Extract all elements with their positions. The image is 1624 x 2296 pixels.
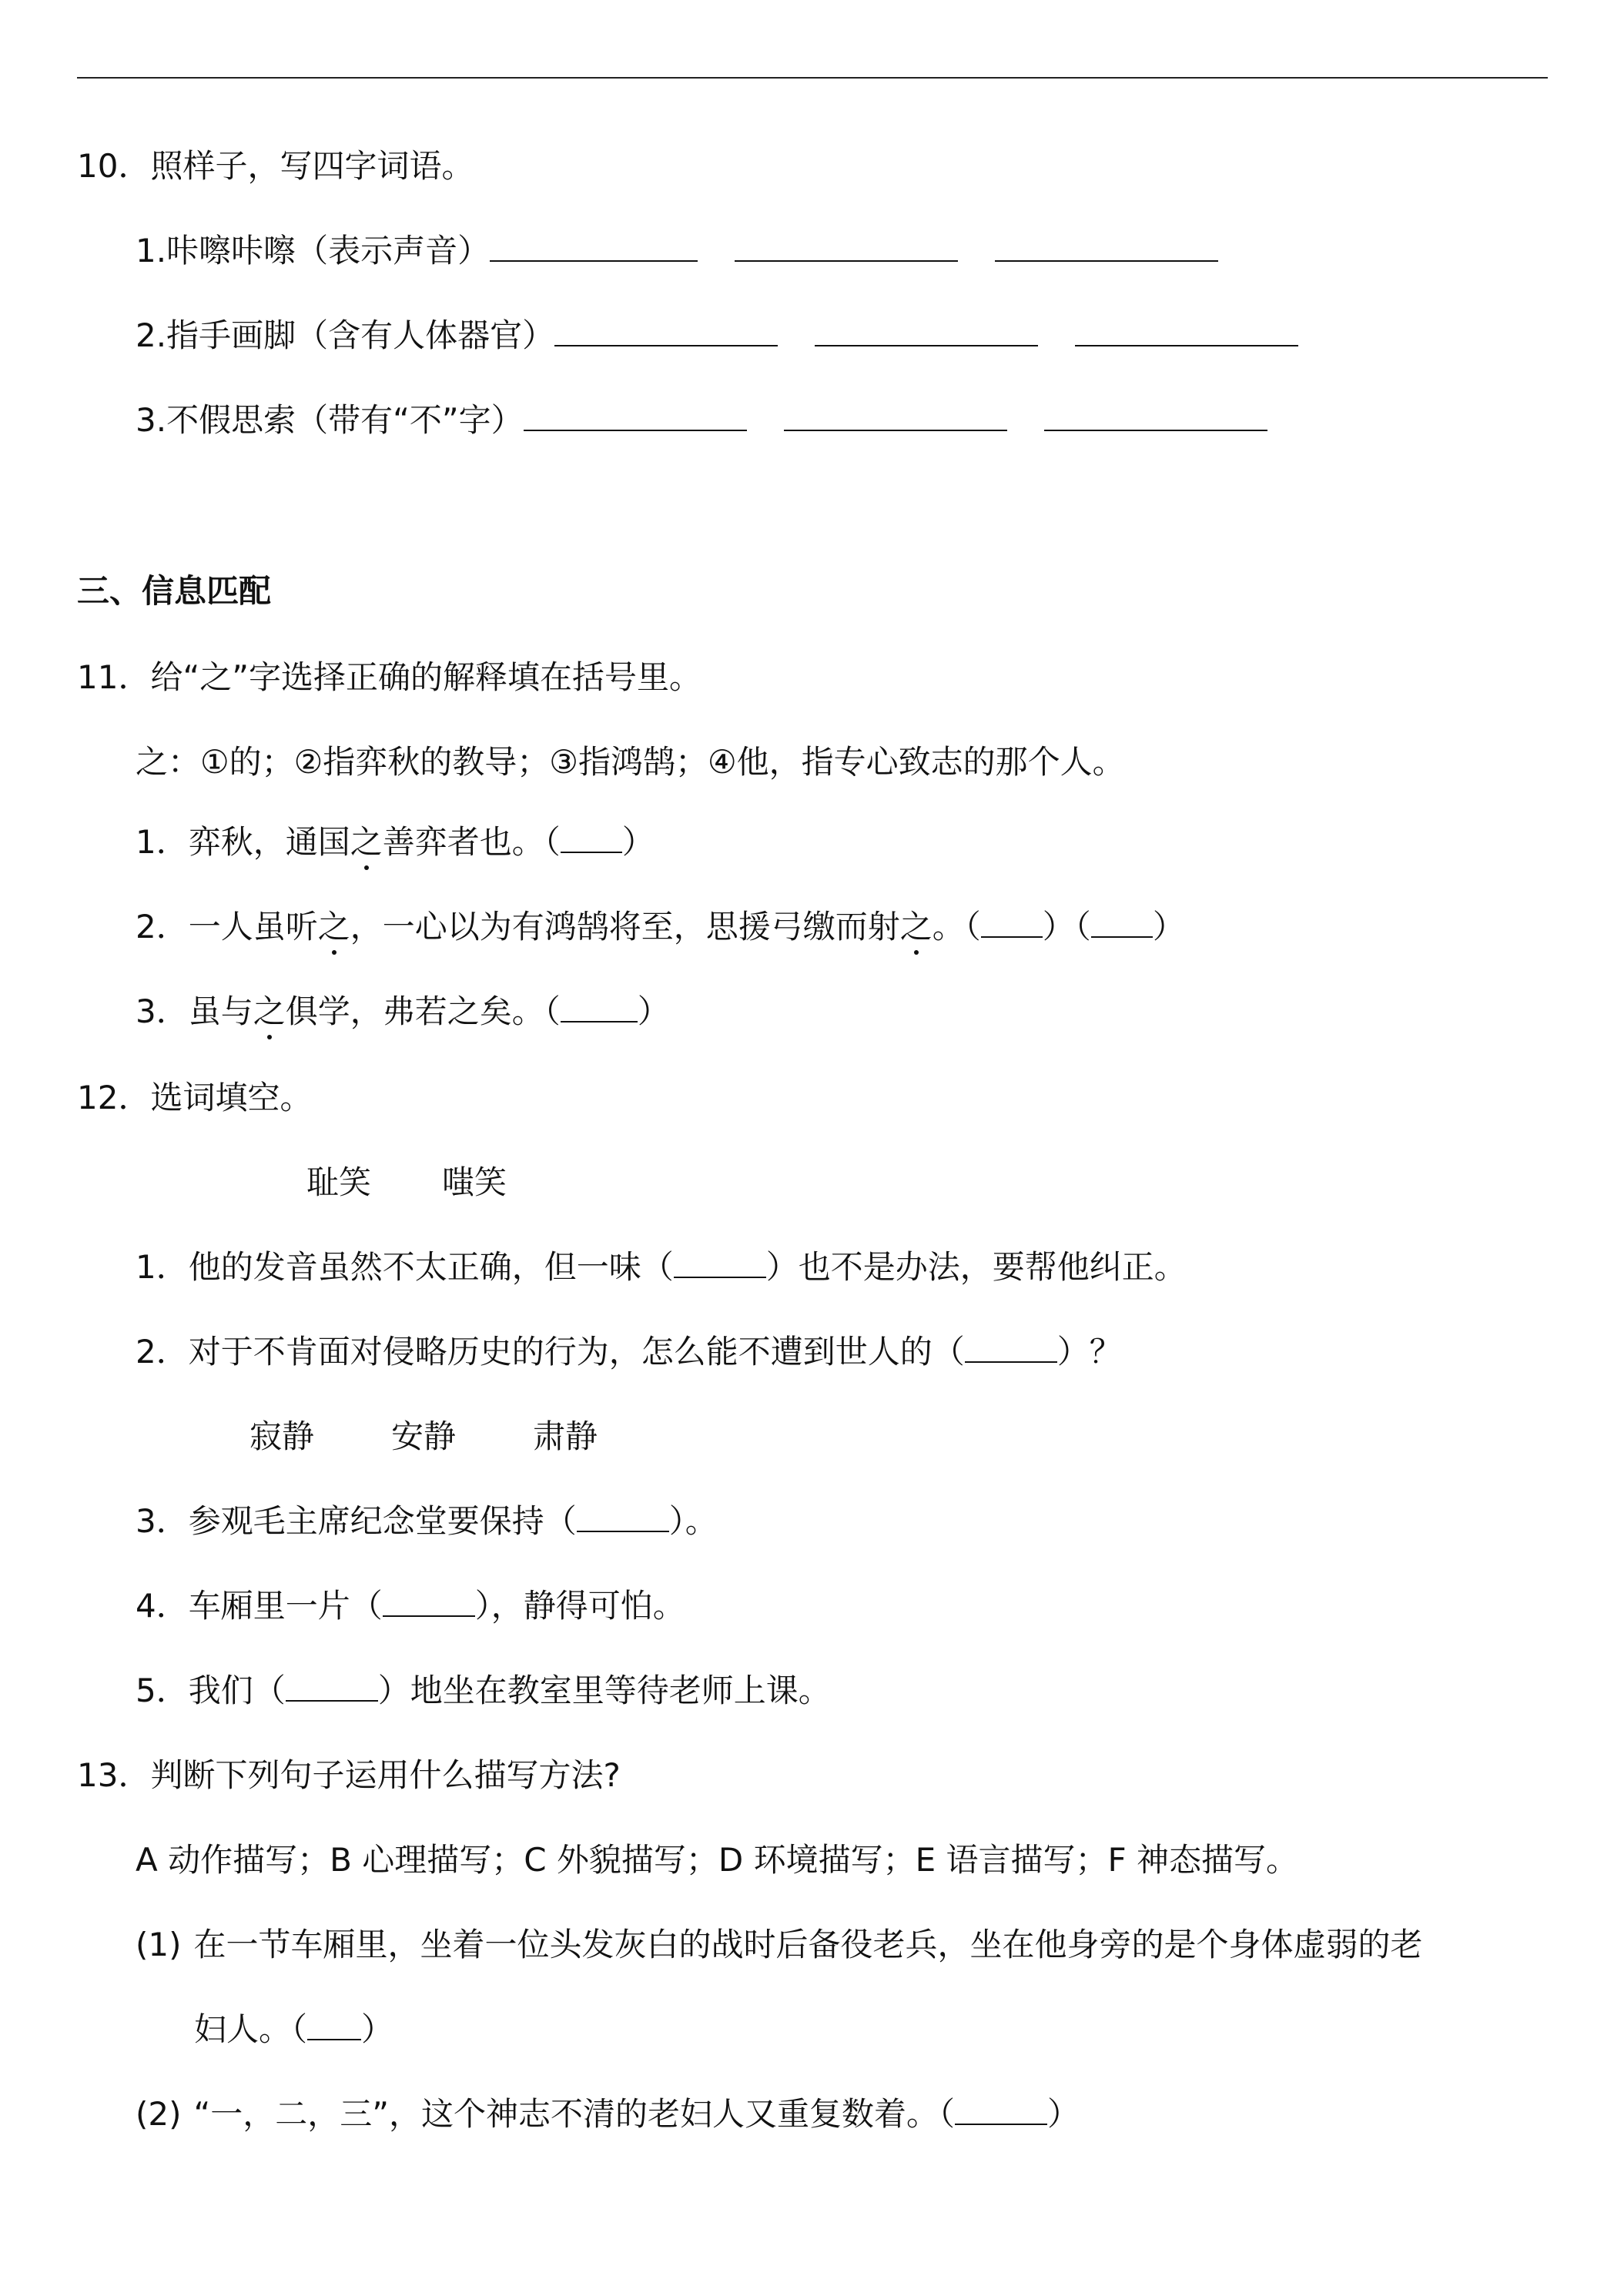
answer-blank[interactable]	[561, 825, 622, 853]
question-13-title: 13．判断下列句子运用什么描写方法?	[77, 1756, 621, 1794]
question-11-title: 11．给“之”字选择正确的解释填在括号里。	[77, 658, 702, 696]
question-13-options: A 动作描写；B 心理描写；C 外貌描写；D 环境描写；E 语言描写；F 神态描写。	[136, 1841, 1299, 1879]
question-12-sentence-3: 3．参观毛主席纪念堂要保持（ ）。	[136, 1502, 718, 1540]
answer-blank[interactable]	[307, 2013, 361, 2040]
question-12-sentence-1: 1．他的发音虽然不太正确，但一味（ ）也不是办法，要帮他纠正。	[136, 1248, 1187, 1286]
question-11-sentence-3: 3．虽与之俱学，弗若之矣。（ ）	[136, 990, 670, 1033]
question-11-options: 之：①的；②指弈秋的教导；③指鸿鹄；④他，指专心致志的那个人。	[136, 743, 1125, 781]
answer-blank[interactable]	[1091, 910, 1153, 938]
answer-blank[interactable]	[490, 229, 698, 262]
question-11-sentence-2: 2．一人虽听之，一心以为有鸿鹄将至，思援弓缴而射之。（ ）（ ）	[136, 905, 1185, 949]
question-10-title: 10．照样子，写四字词语。	[77, 147, 474, 185]
answer-blank[interactable]	[995, 229, 1218, 262]
question-10-item-3: 3.不假思索（带有“不”字）	[136, 399, 1267, 442]
answer-blank[interactable]	[1075, 314, 1298, 346]
answer-blank[interactable]	[784, 399, 1007, 431]
question-12-sentence-5: 5．我们（ ）地坐在教室里等待老师上课。	[136, 1672, 831, 1709]
question-12-title: 12．选词填空。	[77, 1079, 313, 1116]
word-choice: 安静	[391, 1417, 457, 1455]
question-10-item-2: 2.指手画脚（含有人体器官）	[136, 314, 1298, 357]
question-12-sentence-2: 2．对于不肯面对侵略历史的行为，怎么能不遭到世人的（ ）？	[136, 1333, 1122, 1371]
word-choices-1	[306, 1161, 507, 1204]
word-choices-2	[249, 1415, 598, 1458]
answer-blank[interactable]	[1044, 399, 1267, 431]
answer-blank[interactable]	[735, 229, 958, 262]
answer-blank[interactable]	[965, 1335, 1057, 1363]
question-13-sentence-1-cont: 妇人。（ ）	[194, 2010, 394, 2048]
word-choice: 肃静	[533, 1417, 598, 1455]
answer-blank[interactable]	[674, 1250, 766, 1278]
answer-blank[interactable]	[815, 314, 1038, 346]
answer-blank[interactable]	[554, 314, 778, 346]
question-12-sentence-4: 4．车厢里一片（ ），静得可怕。	[136, 1587, 685, 1625]
word-choice: 耻笑	[306, 1163, 372, 1201]
answer-blank[interactable]	[383, 1589, 475, 1617]
question-13-sentence-1: (1) 在一节车厢里，坐着一位头发灰白的战时后备役老兵，坐在他身旁的是个身体虚弱的老	[136, 1926, 1423, 1963]
answer-blank[interactable]	[286, 1674, 378, 1702]
question-10-item-1: 1.咔嚓咔嚓（表示声音）	[136, 229, 1218, 273]
word-choice: 寂静	[249, 1417, 315, 1455]
answer-blank[interactable]	[561, 995, 638, 1022]
answer-blank[interactable]	[577, 1504, 669, 1532]
answer-blank[interactable]	[981, 910, 1043, 938]
answer-blank[interactable]	[955, 2097, 1047, 2125]
answer-blank[interactable]	[524, 399, 747, 431]
section-3-heading: 三、信息匹配	[77, 572, 272, 610]
question-13-sentence-2: (2) “一，二，三”，这个神志不清的老妇人又重复数着。（ ）	[136, 2095, 1080, 2133]
header-rule	[77, 77, 1548, 79]
question-11-sentence-1: 1．弈秋，通国之善弈者也。（ ）	[136, 821, 655, 864]
word-choice: 嗤笑	[442, 1163, 507, 1201]
